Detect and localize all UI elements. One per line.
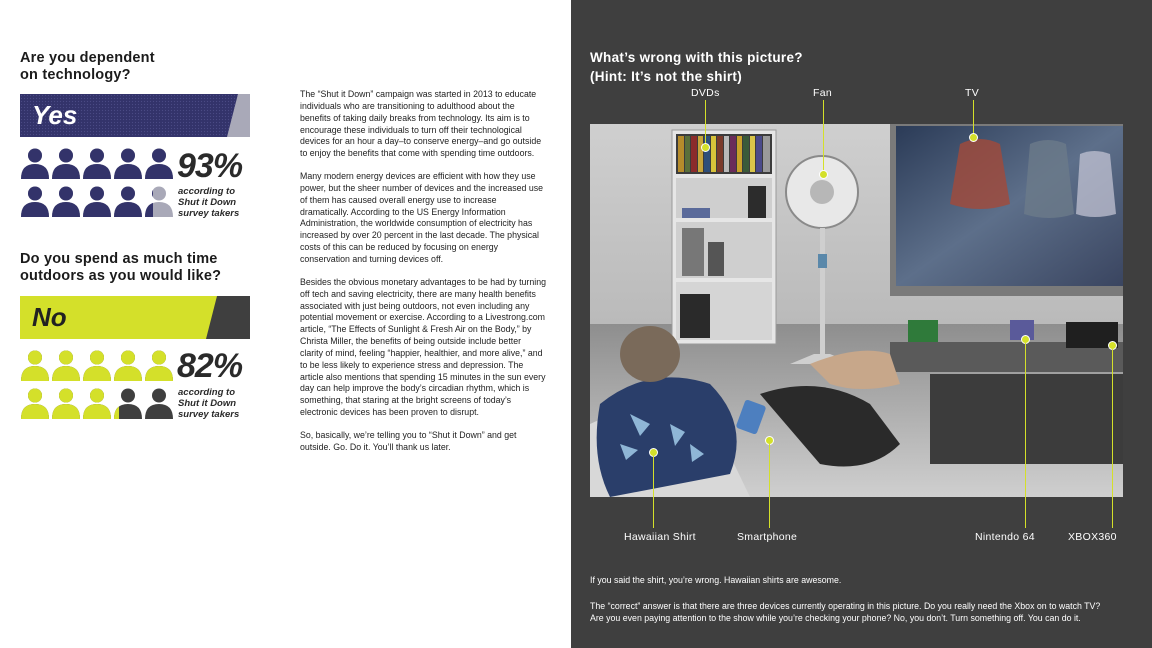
person-icon	[20, 148, 50, 180]
living-room-photo	[590, 124, 1123, 497]
paragraph-3: Besides the obvious monetary advantages to be had by turning off tech and saving electricity, there are many health benefits associated with just being outdoors, not even including any potential movement or exercise. According to a Livestrong.com article, “The Effects of Sunlight & Fresh Air on the Body,” by Christa Miller, the benefits of being outside include better clarity of mind, feeling “happier, healthier, and more alive,” and to be less likely to experience stress and depression. The article also mentions that spending 15 minutes in the sun every day can help improve the body’s circadian rhythm, which is something, that staring at the bright screens of today’s electronic devices has been proven to disrupt.	[300, 276, 546, 418]
label-xbox: XBOX360	[1068, 531, 1117, 543]
person-icon	[144, 186, 174, 218]
person-icon	[113, 148, 143, 180]
person-icon	[51, 350, 81, 382]
person-icon	[113, 350, 143, 382]
label-shirt: Hawaiian Shirt	[624, 531, 696, 543]
label-n64: Nintendo 64	[975, 531, 1035, 543]
person-icon	[20, 350, 50, 382]
person-icon	[51, 388, 81, 420]
person-icon	[113, 186, 143, 218]
answer-bar-no	[20, 296, 250, 339]
callout-line-xbox	[1112, 348, 1113, 528]
percent-no: 82%	[177, 347, 243, 385]
person-icon	[144, 350, 174, 382]
person-icon	[51, 186, 81, 218]
answer-bar-yes	[20, 94, 250, 137]
survey-note-1: according to Shut it Down survey takers	[178, 186, 240, 219]
question-outdoors: Do you spend as much time outdoors as you would like?	[20, 251, 222, 284]
left-page	[0, 0, 571, 648]
percent-yes: 93%	[177, 147, 243, 185]
callout-dot-dvds	[701, 143, 710, 152]
footer-answer: The “correct” answer is that there are three devices currently operating in this picture. Do you really need the Xbox on to watch TV? Are you even paying attention to the show while you’re checking your phone? No, you don’t. Turn something off. You can do it.	[590, 601, 1101, 623]
person-icon	[51, 148, 81, 180]
callout-line-n64	[1025, 342, 1026, 528]
callout-line-fan	[823, 100, 824, 173]
person-icon	[144, 388, 174, 420]
callout-line-dvds	[705, 100, 706, 146]
person-icon	[82, 148, 112, 180]
label-dvds: DVDs	[691, 87, 720, 99]
paragraph-4: So, basically, we’re telling you to “Shut it Down” and get outside. Go. Do it. You’ll thank us later.	[300, 429, 517, 452]
label-phone: Smartphone	[737, 531, 798, 543]
person-icon	[20, 186, 50, 218]
article-body	[300, 89, 546, 465]
paragraph-2: Many modern energy devices are efficient with how they use power, but the sheer number of devices and the increased use of them has caused overall energy use to increase dramatically. According to the US Energy Information Administration, the worldwide consumption of electricity has increased by over 20 percent in the last decade. The physical costs of this can be reduced by focusing on energy conservation and turning devices off.	[300, 171, 544, 264]
person-icon	[82, 388, 112, 420]
callout-line-shirt	[653, 455, 654, 528]
person-icon	[20, 388, 50, 420]
callout-line-phone	[769, 443, 770, 528]
callout-dot-tv	[969, 133, 978, 142]
person-icon	[82, 350, 112, 382]
survey-note-2: according to Shut it Down survey takers	[178, 387, 240, 420]
picture-title: What’s wrong with this picture? (Hint: It’s not the shirt)	[590, 50, 803, 84]
yes-label: Yes	[32, 100, 78, 130]
label-fan: Fan	[813, 87, 832, 99]
paragraph-1: The “Shut it Down” campaign was started in 2013 to educate individuals who are transitioning to adulthood about the benefits of taking daily breaks from technology. Its aim is to encourage these individuals to turn off their technological devices for an hour a day–to conserve energy–and go outside to enjoy the benefits that come with spending time outdoors.	[300, 89, 542, 159]
person-icon	[82, 186, 112, 218]
person-icon	[113, 388, 143, 420]
no-label: No	[32, 302, 67, 332]
callout-line-tv	[973, 100, 974, 136]
callout-dot-fan	[819, 170, 828, 179]
label-tv: TV	[965, 87, 980, 99]
question-technology: Are you dependent on technology?	[20, 50, 155, 83]
right-page	[571, 0, 1152, 648]
person-icon	[144, 148, 174, 180]
footer-shirt-note: If you said the shirt, you’re wrong. Hawaiian shirts are awesome.	[590, 575, 842, 585]
